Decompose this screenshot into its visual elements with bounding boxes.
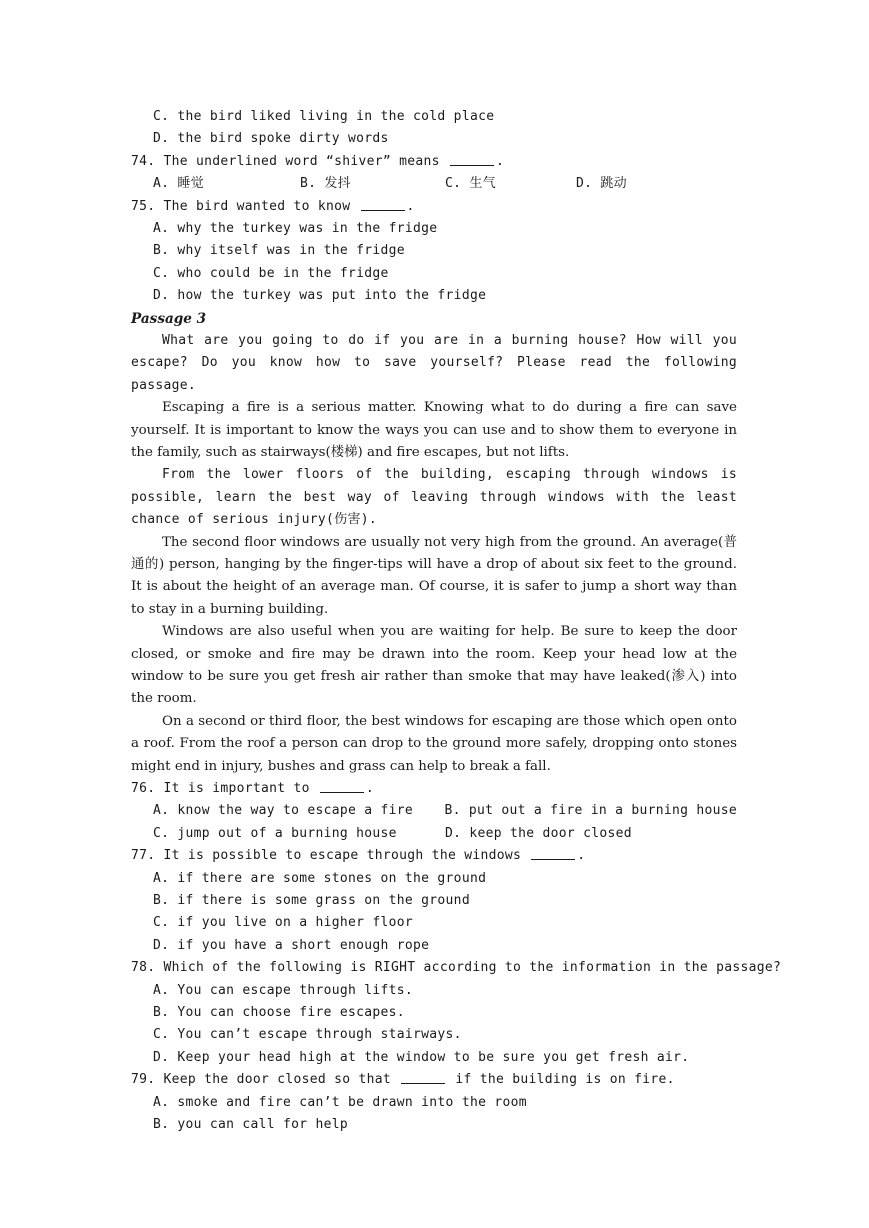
option-d: D. 跳动 xyxy=(576,176,627,192)
paragraph-1: What are you going to do if you are in a burning house? How will you escape? Do you know how to save yourself? Please read the following passage. xyxy=(131,332,737,393)
option-c: C. You can’t escape through stairways. xyxy=(153,1027,462,1043)
answer-blank xyxy=(361,198,405,211)
option-c: C. 生气 xyxy=(445,176,496,192)
paragraph-2: Escaping a fire is a serious matter. Knowing what to do during a fire can save yourself. It is important to know the ways you can use and to show them to everyone in the family, such as stairways(楼梯) and fire escapes, but not lifts. xyxy=(131,400,737,460)
option-b: B. you can call for help xyxy=(153,1116,349,1132)
paragraph-5: Windows are also useful when you are waiting for help. Be sure to keep the door closed, or smoke and fire may be drawn into the room. Keep your head low at the window to be sure you get fresh air rather than smoke that may have leaked(渗入) into the room. xyxy=(131,624,737,707)
option-c: C. if you live on a higher floor xyxy=(153,915,414,931)
answer-blank xyxy=(401,1071,445,1084)
question-77-stem: 77. It is possible to escape through the windows xyxy=(131,848,530,864)
document-page xyxy=(131,106,782,1136)
question-75 xyxy=(131,196,737,218)
option-a: A. know the way to escape a fire xyxy=(153,803,414,819)
option-a: A. if there are some stones on the ground xyxy=(153,870,487,886)
paragraph-4: The second floor windows are usually not very high from the ground. An average(普通的) person, hanging by the finger-tips will have a drop of about six feet to the ground. It is about the height of an average man. Of course, it is safer to jump a short way than to stay in a burning building. xyxy=(131,534,737,617)
option-c-prev: C. the bird liked living in the cold place xyxy=(153,109,495,124)
option-a: A. You can escape through lifts. xyxy=(153,982,414,998)
option-b: B. put out a fire in a burning house xyxy=(444,803,737,819)
option-c: C. jump out of a burning house xyxy=(153,825,397,841)
option-a: A. why the turkey was in the fridge xyxy=(153,220,438,236)
answer-blank xyxy=(450,153,494,166)
question-78: 78. Which of the following is RIGHT according to the information in the passage? xyxy=(131,960,782,976)
answer-blank xyxy=(320,780,364,793)
question-74 xyxy=(131,151,737,173)
option-d: D. how the turkey was put into the fridge xyxy=(153,288,487,304)
question-79 xyxy=(131,1069,737,1091)
question-76-end: . xyxy=(365,781,375,797)
question-76-options-row-1 xyxy=(131,800,737,822)
question-74-options xyxy=(131,173,737,195)
option-a: A. 睡觉 xyxy=(153,176,204,192)
option-b: B. if there is some grass on the ground xyxy=(153,892,470,908)
question-75-end: . xyxy=(406,198,415,214)
option-d: D. Keep your head high at the window to be sure you get fresh air. xyxy=(153,1049,690,1065)
option-c: C. who could be in the fridge xyxy=(153,265,389,281)
option-b: B. 发抖 xyxy=(300,176,351,192)
question-75-stem: 75. The bird wanted to know xyxy=(131,198,359,214)
option-d: D. keep the door closed xyxy=(445,825,632,841)
question-74-end: . xyxy=(495,153,505,169)
option-b: B. You can choose fire escapes. xyxy=(153,1004,405,1020)
question-74-stem: 74. The underlined word “shiver” means xyxy=(131,153,448,169)
option-d: D. if you have a short enough rope xyxy=(153,937,430,953)
question-76-options-row-2 xyxy=(131,823,737,845)
question-79-end: if the building is on fire. xyxy=(447,1072,675,1088)
question-79-stem: 79. Keep the door closed so that xyxy=(131,1072,400,1088)
question-76-stem: 76. It is important to xyxy=(131,781,318,797)
option-d-prev: D. the bird spoke dirty words xyxy=(153,131,389,147)
question-77 xyxy=(131,845,737,867)
question-76 xyxy=(131,778,737,800)
option-b: B. why itself was in the fridge xyxy=(153,243,405,259)
answer-blank xyxy=(531,847,575,860)
passage-heading: Passage 3 xyxy=(131,310,207,327)
paragraph-3: From the lower floors of the building, escaping through windows is possible, learn the best way of leaving through windows with the least chance of serious injury(伤害). xyxy=(131,467,737,528)
question-77-end: . xyxy=(577,848,586,864)
paragraph-6: On a second or third floor, the best windows for escaping are those which open onto a roof. From the roof a person can drop to the ground more safely, dropping onto stones might end in injury, bushes and grass can help to break a fall. xyxy=(131,713,737,774)
option-a: A. smoke and fire can’t be drawn into the room xyxy=(153,1094,527,1110)
